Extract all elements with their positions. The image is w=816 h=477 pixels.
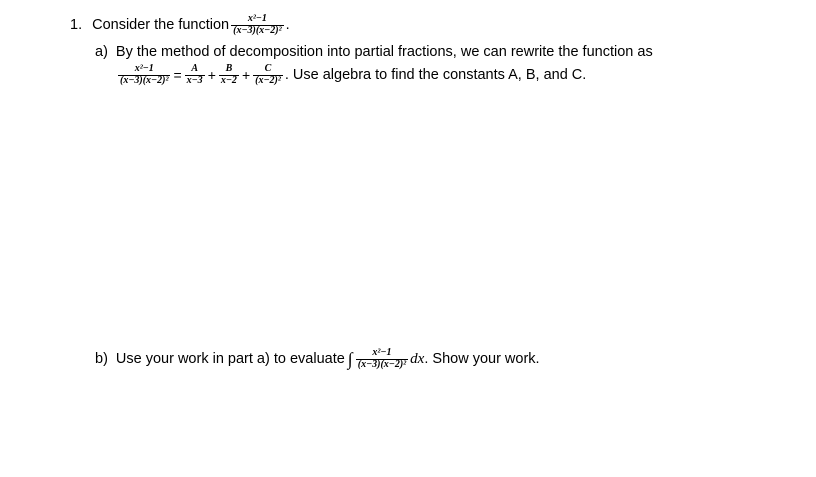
function-tail: .: [285, 17, 290, 33]
differential: dx: [410, 350, 425, 367]
question-1-line: [70, 14, 290, 36]
part-a-label: a): [95, 44, 108, 60]
plus-sign-2: +: [241, 67, 251, 83]
integrand-fraction: [356, 348, 408, 370]
lhs-fraction: [118, 64, 170, 86]
fraction-denominator: (x−3)(x−2)²: [233, 24, 282, 36]
term-1-numerator: A: [191, 63, 198, 74]
part-a-text: By the method of decomposition into partial fractions, we can rewrite the function as: [115, 44, 653, 60]
term-3-numerator: C: [264, 63, 272, 74]
term-3-denominator: (x−2)²: [255, 74, 281, 86]
integrand-denominator: (x−3)(x−2)²: [357, 358, 407, 370]
question-number: 1.: [70, 17, 83, 33]
lhs-numerator: x²−1: [134, 63, 154, 74]
equals-sign: =: [173, 67, 182, 83]
integrand-numerator: x²−1: [372, 347, 392, 358]
lhs-denominator: (x−3)(x−2)²: [120, 74, 169, 86]
term-2-denominator: x−2: [220, 74, 237, 86]
plus-sign-1: +: [207, 67, 216, 83]
function-fraction: [231, 14, 283, 36]
term-1-denominator: x−3: [186, 74, 203, 86]
term-1-fraction: [185, 64, 205, 86]
term-2-numerator: B: [225, 63, 233, 74]
integral-sign: ∫: [347, 348, 353, 369]
term-3-fraction: [253, 64, 283, 86]
part-b-line: [95, 348, 540, 370]
part-a-equation: [116, 64, 586, 86]
part-b-label: b): [95, 351, 108, 367]
fraction-numerator: x²−1: [247, 13, 267, 24]
part-a-instruction: . Use algebra to find the constants A, B, and C.: [284, 67, 587, 83]
part-b-instruction: . Show your work.: [424, 351, 540, 367]
part-b-text: Use your work in part a) to evaluate: [115, 351, 345, 367]
part-a-line: [95, 44, 653, 60]
term-2-fraction: [219, 64, 239, 86]
question-intro: Consider the function: [92, 17, 230, 33]
